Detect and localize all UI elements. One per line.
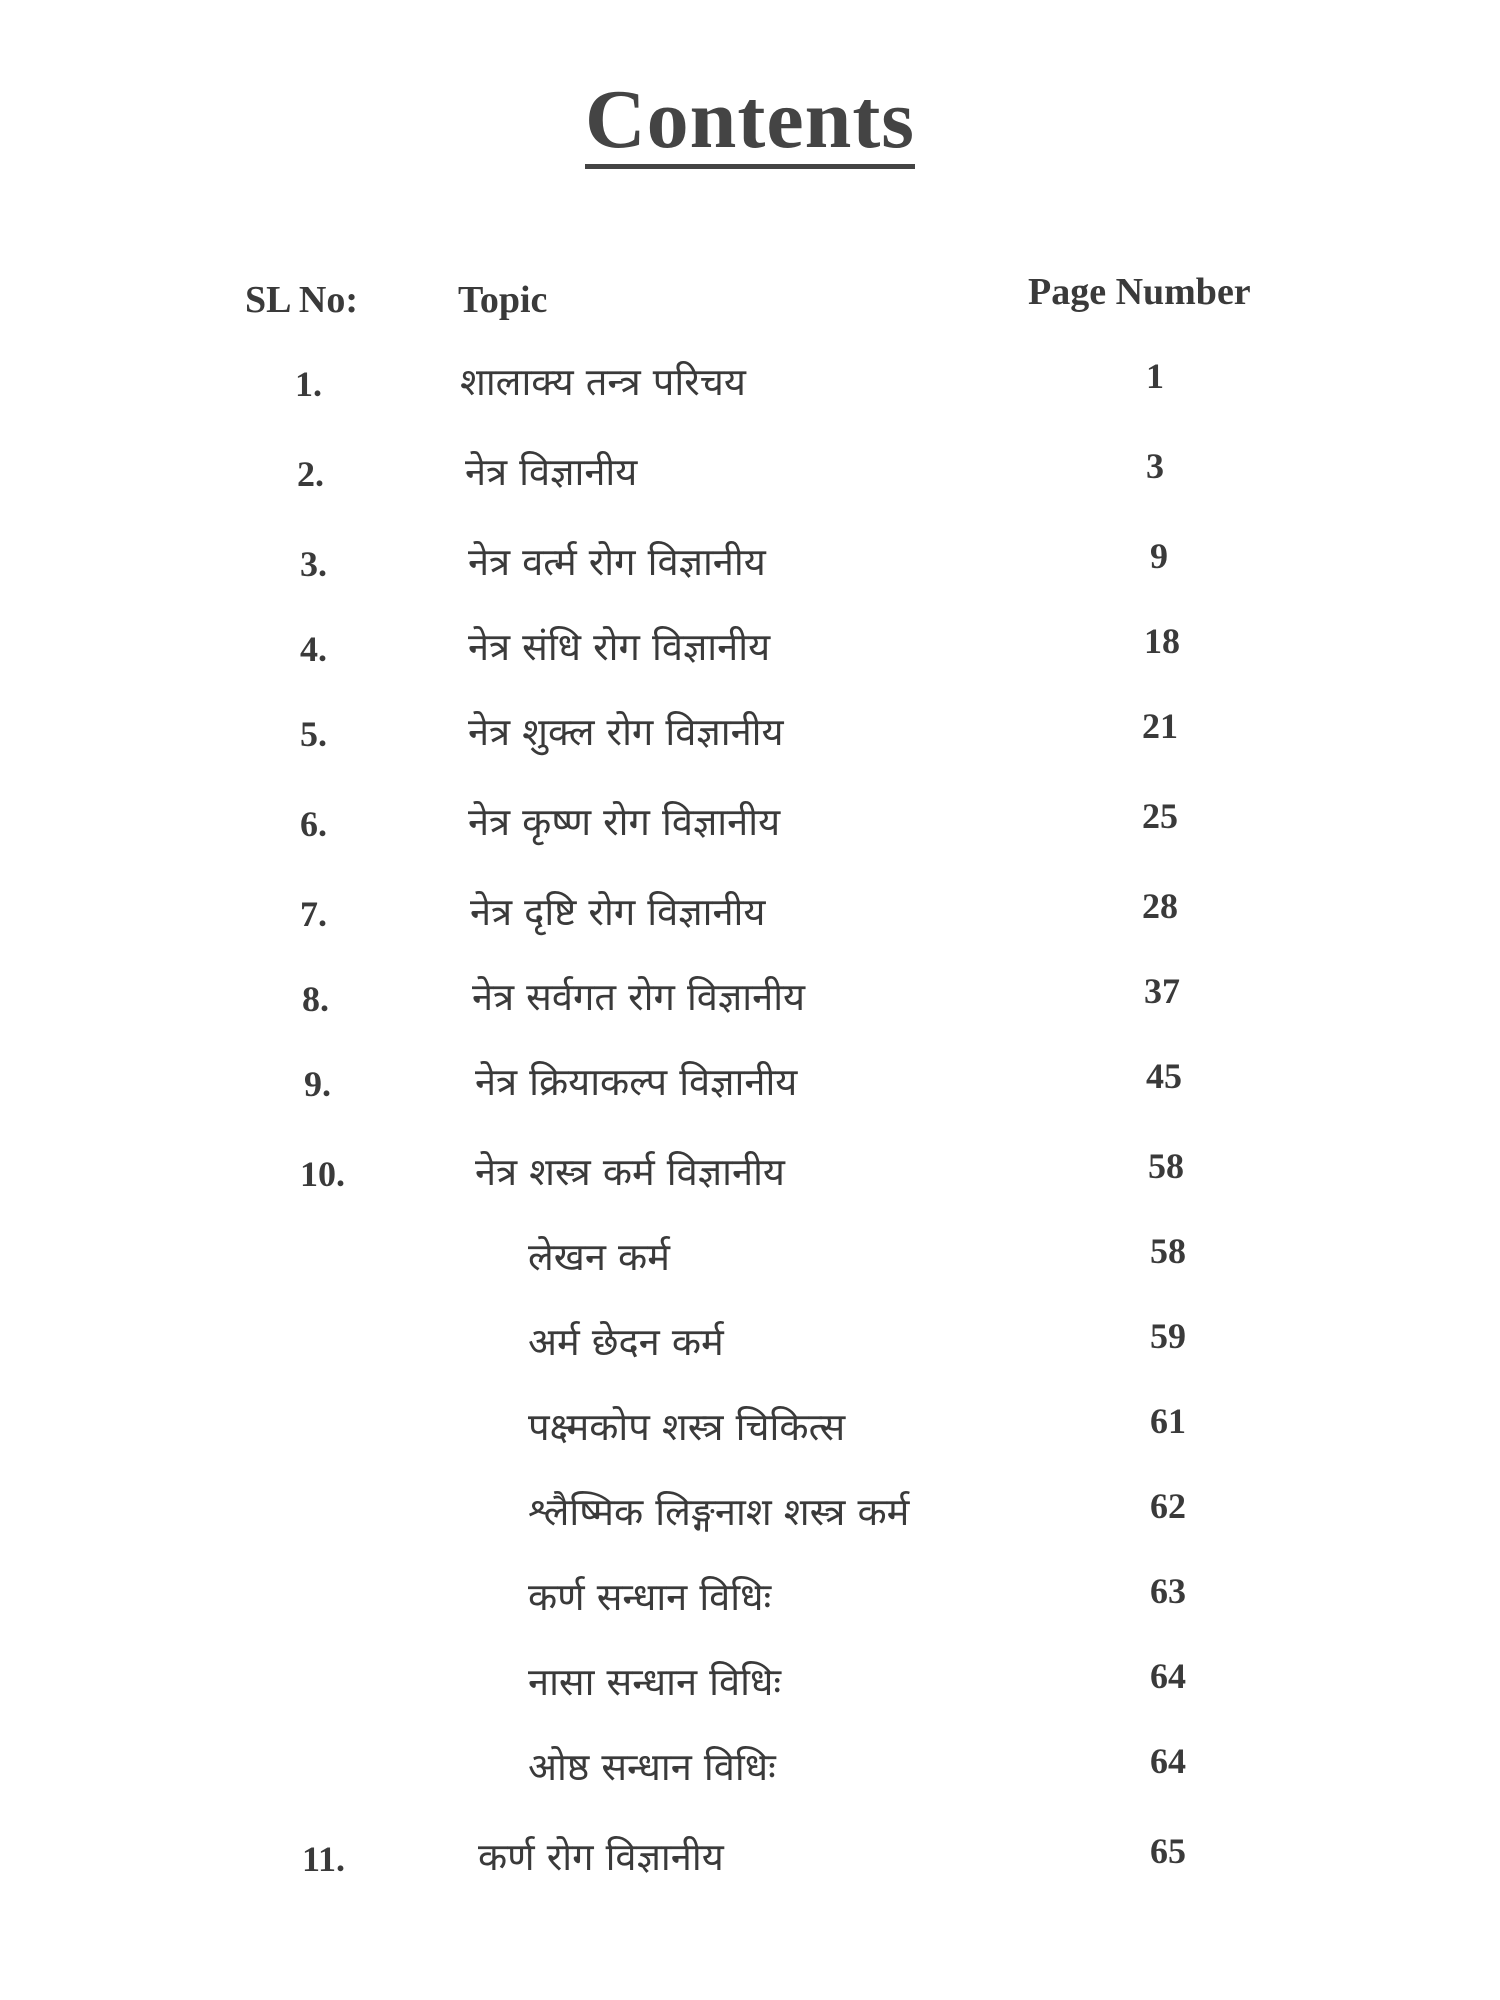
- toc-entry-number: 6.: [300, 804, 327, 844]
- toc-entry-page: 65: [1150, 1831, 1186, 1871]
- toc-entry: [0, 355, 1500, 415]
- toc-entry-number: 4.: [300, 629, 327, 669]
- toc-entry-topic: नेत्र वर्त्म रोग विज्ञानीय: [468, 540, 766, 584]
- toc-entry-page: 45: [1146, 1056, 1182, 1096]
- toc-entry: [0, 1740, 1500, 1800]
- toc-entry-topic: नेत्र शुक्ल रोग विज्ञानीय: [468, 710, 784, 754]
- toc-entry-number: 3.: [300, 544, 327, 584]
- toc-entry-topic: कर्ण सन्धान विधिः: [528, 1575, 772, 1619]
- toc-entry-page: 18: [1144, 621, 1180, 661]
- toc-entry: [0, 445, 1500, 505]
- toc-entry: [0, 1485, 1500, 1545]
- toc-entry-topic: नेत्र कृष्ण रोग विज्ञानीय: [468, 800, 781, 844]
- toc-entry: [0, 1655, 1500, 1715]
- toc-entry-page: 63: [1150, 1571, 1186, 1611]
- toc-entry-number: 9.: [304, 1064, 331, 1104]
- toc-entry: [0, 1830, 1500, 1890]
- toc-entry: [0, 795, 1500, 855]
- toc-entry-topic: अर्म छेदन कर्म: [528, 1320, 724, 1364]
- toc-entry-page: 28: [1142, 886, 1178, 926]
- toc-entry: [0, 1315, 1500, 1375]
- toc-entry: [0, 1055, 1500, 1115]
- toc-entry-topic: नेत्र शस्त्र कर्म विज्ञानीय: [475, 1150, 785, 1194]
- toc-entry-page: 9: [1150, 536, 1168, 576]
- header-page-number: Page Number: [1028, 271, 1251, 313]
- toc-entry-page: 62: [1150, 1486, 1186, 1526]
- toc-entry-topic: कर्ण रोग विज्ञानीय: [478, 1835, 724, 1879]
- toc-entry: [0, 1230, 1500, 1290]
- toc-entry-topic: नेत्र क्रियाकल्प विज्ञानीय: [475, 1060, 798, 1104]
- toc-entry-number: 11.: [302, 1839, 346, 1879]
- toc-entry-topic: श्लैष्मिक लिङ्गनाश शस्त्र कर्म: [528, 1490, 910, 1534]
- header-topic: Topic: [458, 279, 548, 321]
- toc-entry-page: 37: [1144, 971, 1180, 1011]
- toc-entry-page: 64: [1150, 1656, 1186, 1696]
- toc-entry-page: 25: [1142, 796, 1178, 836]
- toc-entry-page: 61: [1150, 1401, 1186, 1441]
- toc-entry-page: 21: [1142, 706, 1178, 746]
- header-sl-no: SL No:: [245, 279, 358, 321]
- toc-entry-topic: नेत्र विज्ञानीय: [465, 450, 638, 494]
- page-title-wrap: [0, 73, 1500, 169]
- toc-entry-topic: पक्ष्मकोप शस्त्र चिकित्स: [528, 1405, 846, 1449]
- toc-entry-number: 8.: [302, 979, 329, 1019]
- page-title: Contents: [585, 78, 915, 169]
- toc-entry-number: 1.: [295, 364, 322, 404]
- toc-entry-topic: नेत्र दृष्टि रोग विज्ञानीय: [470, 890, 766, 934]
- toc-entry-topic: ओष्ठ सन्धान विधिः: [528, 1745, 776, 1789]
- toc-entry: [0, 535, 1500, 595]
- toc-entry-number: 2.: [297, 454, 324, 494]
- toc-entry-number: 5.: [300, 714, 327, 754]
- toc-entry: [0, 885, 1500, 945]
- toc-entry: [0, 705, 1500, 765]
- toc-entry-page: 1: [1146, 356, 1164, 396]
- toc-entry-page: 59: [1150, 1316, 1186, 1356]
- toc-entry-topic: लेखन कर्म: [528, 1235, 670, 1279]
- toc-entry-page: 58: [1150, 1231, 1186, 1271]
- toc-entry-page: 58: [1148, 1146, 1184, 1186]
- toc-entry-topic: शालाक्य तन्त्र परिचय: [460, 360, 746, 404]
- toc-entry: [0, 970, 1500, 1030]
- toc-entry-topic: नेत्र सर्वगत रोग विज्ञानीय: [472, 975, 806, 1019]
- toc-entry: [0, 1145, 1500, 1205]
- toc-entry-topic: नासा सन्धान विधिः: [528, 1660, 781, 1704]
- toc-entry-topic: नेत्र संधि रोग विज्ञानीय: [468, 625, 771, 669]
- toc-entry: [0, 1570, 1500, 1630]
- toc-entry-page: 64: [1150, 1741, 1186, 1781]
- toc-entry: [0, 620, 1500, 680]
- toc-entry-page: 3: [1146, 446, 1164, 486]
- toc-entry-number: 7.: [300, 894, 327, 934]
- toc-entry: [0, 1400, 1500, 1460]
- toc-entry-number: 10.: [300, 1154, 345, 1194]
